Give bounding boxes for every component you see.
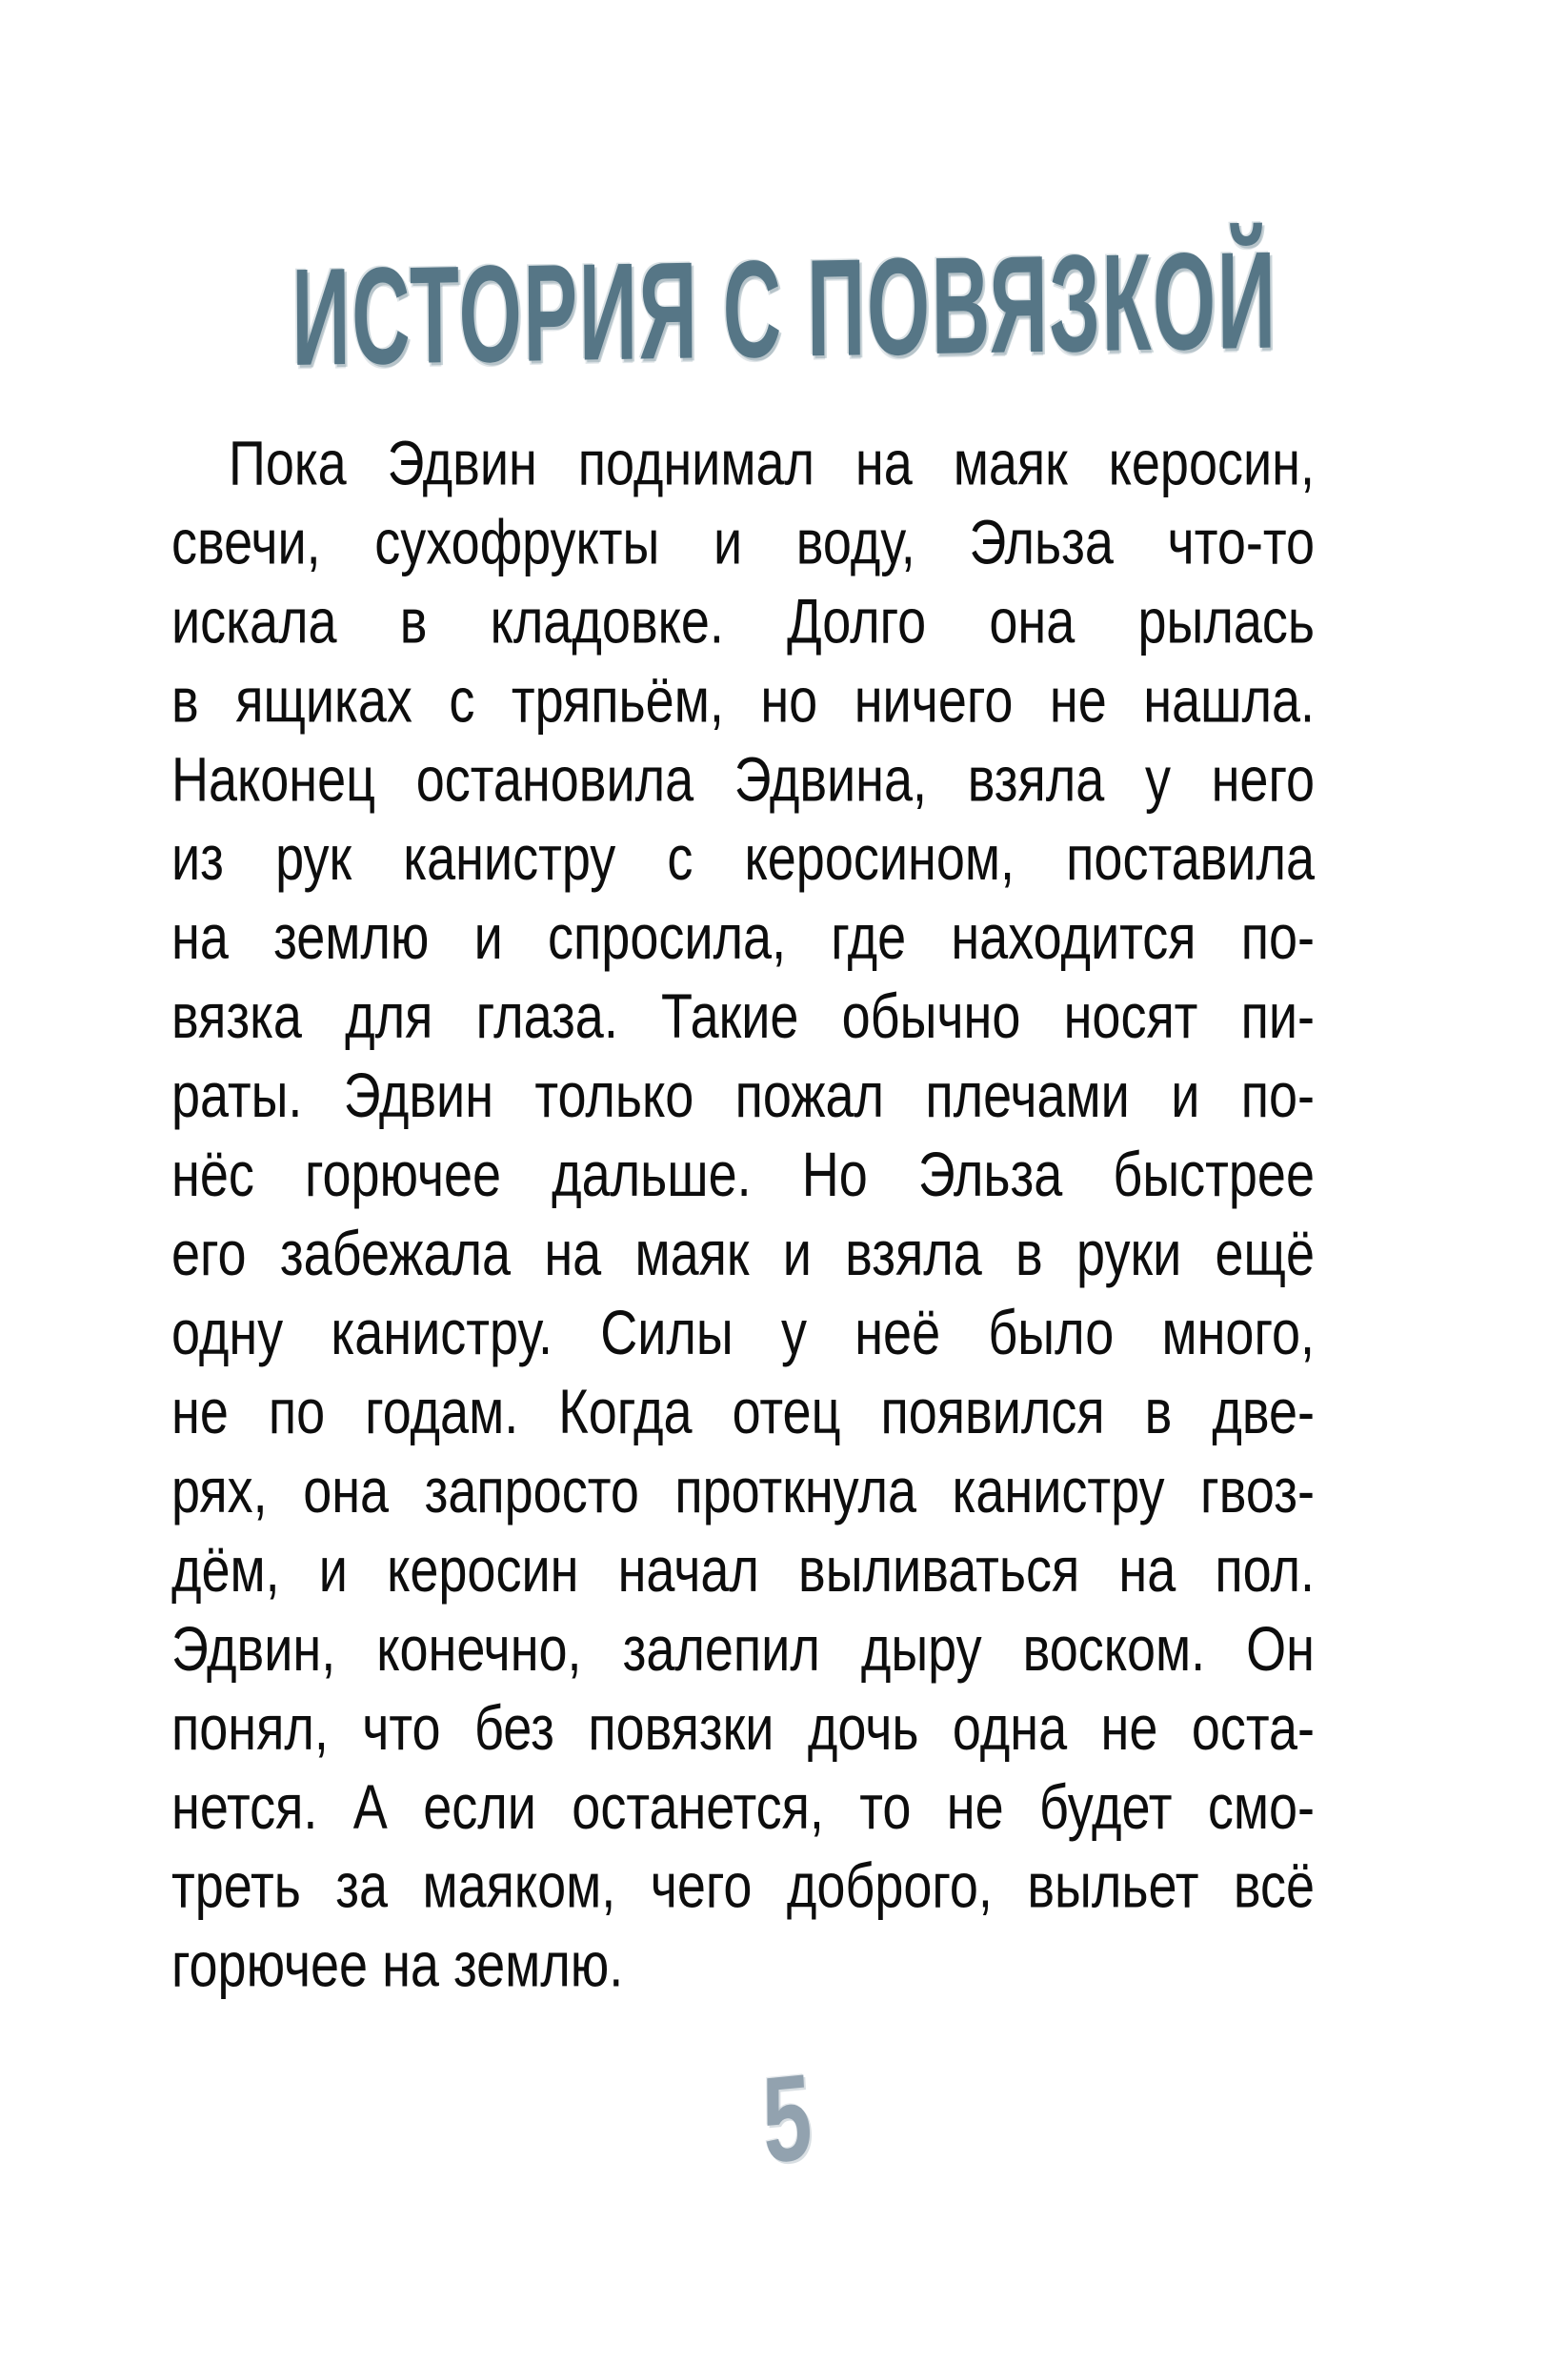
paragraph-line: его забежала на маяк и взяла в руки ещё	[171, 1219, 1315, 1289]
paragraph-line: дём, и керосин начал выливаться на пол.	[171, 1535, 1315, 1606]
paragraph-line: на землю и спросила, где находится по-	[171, 902, 1315, 973]
paragraph-line: треть за маяком, чего доброго, выльет всё	[171, 1851, 1315, 1922]
paragraph-line: свечи, сухофрукты и воду, Эльза что-то	[171, 507, 1315, 578]
paragraph-line: нёс горючее дальше. Но Эльза быстрее	[171, 1140, 1315, 1210]
paragraph-line: вязка для глаза. Такие обычно носят пи-	[171, 981, 1315, 1052]
paragraph-line: искала в кладовке. Долго она рылась	[171, 586, 1315, 657]
paragraph-line: одну канистру. Силы у неё было много,	[171, 1298, 1315, 1368]
paragraph-line: понял, что без повязки дочь одна не оста-	[171, 1693, 1315, 1764]
paragraph-line: горючее на землю.	[171, 1930, 624, 2001]
paragraph-line: не по годам. Когда отец появился в две-	[171, 1377, 1315, 1447]
paragraph-line: нется. А если останется, то не будет смо-	[171, 1772, 1315, 1843]
paragraph-line: Эдвин, конечно, залепил дыру воском. Он	[171, 1614, 1315, 1685]
chapter-paragraph	[171, 424, 1315, 2005]
paragraph-line: раты. Эдвин только пожал плечами и по-	[171, 1061, 1315, 1131]
paragraph-line: из рук канистру с керосином, поставила	[171, 823, 1315, 894]
page-number: 5	[759, 2048, 815, 2190]
paragraph-line: в ящиках с тряпьём, но ничего не нашла.	[171, 665, 1315, 736]
paragraph-line: Пока Эдвин поднимал на маяк керосин,	[229, 428, 1315, 499]
paragraph-line: Наконец остановила Эдвина, взяла у него	[171, 744, 1315, 815]
paragraph-line: рях, она запросто проткнула канистру гвоз-	[171, 1456, 1315, 1526]
chapter-title: ИСТОРИЯ С ПОВЯЗКОЙ	[291, 223, 1278, 395]
